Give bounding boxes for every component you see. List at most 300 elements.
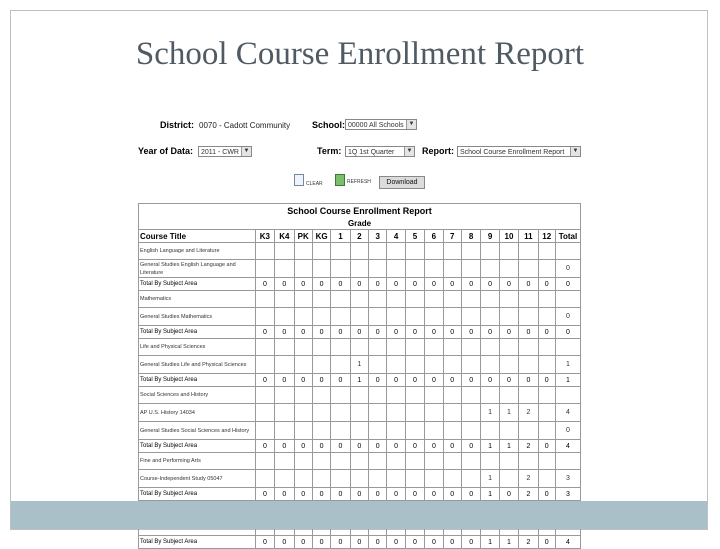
enrollment-cell: 0 — [387, 536, 405, 549]
enrollment-cell — [443, 243, 461, 260]
enrollment-cell — [481, 453, 499, 470]
subtotal-row — [139, 326, 581, 339]
column-header-pk: PK — [294, 230, 312, 243]
enrollment-cell — [294, 422, 312, 440]
enrollment-cell: 0 — [255, 374, 274, 387]
column-header-9: 9 — [481, 230, 499, 243]
enrollment-cell: 0 — [275, 488, 294, 501]
enrollment-cell — [369, 308, 387, 326]
course-title-cell: Total By Subject Area — [139, 536, 256, 549]
enrollment-cell — [331, 404, 350, 422]
enrollment-cell — [350, 470, 368, 488]
enrollment-cell: 0 — [499, 374, 518, 387]
enrollment-cell: 3 — [555, 488, 580, 501]
enrollment-cell: 0 — [255, 536, 274, 549]
enrollment-cell — [461, 356, 480, 374]
enrollment-cell: 0 — [255, 326, 274, 339]
column-header-5: 5 — [405, 230, 424, 243]
course-title-cell: AP U.S. History 14034 — [139, 404, 256, 422]
enrollment-cell: 4 — [555, 404, 580, 422]
column-header-k4: K4 — [275, 230, 294, 243]
enrollment-cell: 0 — [331, 326, 350, 339]
table-row — [139, 470, 581, 488]
enrollment-cell: 0 — [294, 440, 312, 453]
enrollment-cell: 0 — [481, 278, 499, 291]
enrollment-cell: 0 — [555, 422, 580, 440]
column-header-total: Total — [555, 230, 580, 243]
enrollment-cell — [275, 422, 294, 440]
enrollment-cell — [538, 404, 555, 422]
column-header-11: 11 — [519, 230, 538, 243]
school-select[interactable] — [345, 119, 417, 130]
enrollment-cell — [255, 453, 274, 470]
enrollment-cell — [538, 356, 555, 374]
enrollment-cell: 0 — [331, 278, 350, 291]
enrollment-cell — [350, 243, 368, 260]
course-title-cell: English Language and Literature — [139, 243, 256, 260]
column-header-2: 2 — [350, 230, 368, 243]
enrollment-cell — [331, 387, 350, 404]
enrollment-cell: 0 — [443, 278, 461, 291]
enrollment-cell: 0 — [538, 488, 555, 501]
enrollment-cell — [519, 291, 538, 308]
course-title-cell: Mathematics — [139, 291, 256, 308]
refresh-icon[interactable] — [335, 174, 345, 186]
enrollment-cell — [255, 308, 274, 326]
enrollment-cell: 0 — [312, 488, 330, 501]
enrollment-cell — [275, 356, 294, 374]
enrollment-cell: 0 — [331, 488, 350, 501]
term-select-value: 1Q 1st Quarter — [348, 149, 395, 156]
enrollment-cell — [312, 243, 330, 260]
enrollment-cell: 0 — [350, 278, 368, 291]
enrollment-cell — [461, 404, 480, 422]
enrollment-cell — [555, 339, 580, 356]
download-button[interactable]: Download — [379, 176, 425, 189]
column-header-7: 7 — [443, 230, 461, 243]
column-header-k3: K3 — [255, 230, 274, 243]
subject-row — [139, 339, 581, 356]
enrollment-cell — [555, 243, 580, 260]
enrollment-cell — [255, 356, 274, 374]
enrollment-cell: 1 — [350, 374, 368, 387]
subject-row — [139, 291, 581, 308]
enrollment-cell: 0 — [555, 326, 580, 339]
enrollment-cell — [461, 453, 480, 470]
enrollment-cell: 0 — [350, 326, 368, 339]
year-label: Year of Data: — [138, 146, 194, 156]
course-title-cell: Total By Subject Area — [139, 326, 256, 339]
enrollment-cell — [255, 422, 274, 440]
enrollment-cell: 0 — [461, 374, 480, 387]
enrollment-cell — [499, 387, 518, 404]
enrollment-cell — [481, 308, 499, 326]
enrollment-cell — [312, 470, 330, 488]
enrollment-cell — [275, 260, 294, 278]
enrollment-cell: 0 — [461, 536, 480, 549]
enrollment-cell — [481, 291, 499, 308]
header-row — [139, 230, 581, 243]
enrollment-cell — [387, 260, 405, 278]
enrollment-cell: 2 — [519, 470, 538, 488]
enrollment-cell — [255, 260, 274, 278]
enrollment-cell — [275, 291, 294, 308]
enrollment-cell: 1 — [555, 374, 580, 387]
school-select-value: 00000 All Schools — [348, 122, 404, 129]
enrollment-cell — [312, 308, 330, 326]
enrollment-cell: 0 — [425, 374, 443, 387]
enrollment-cell: 0 — [255, 488, 274, 501]
enrollment-cell — [481, 356, 499, 374]
enrollment-cell — [461, 243, 480, 260]
enrollment-cell — [350, 404, 368, 422]
enrollment-cell: 0 — [405, 536, 424, 549]
enrollment-cell: 0 — [387, 374, 405, 387]
enrollment-cell — [425, 291, 443, 308]
enrollment-cell: 1 — [499, 440, 518, 453]
enrollment-cell — [294, 308, 312, 326]
enrollment-cell: 0 — [350, 536, 368, 549]
enrollment-cell — [499, 470, 518, 488]
enrollment-cell — [499, 243, 518, 260]
enrollment-cell — [331, 356, 350, 374]
enrollment-cell — [461, 291, 480, 308]
enrollment-cell — [369, 404, 387, 422]
enrollment-cell: 0 — [538, 440, 555, 453]
enrollment-cell: 0 — [294, 488, 312, 501]
enrollment-cell: 1 — [499, 404, 518, 422]
enrollment-cell — [443, 422, 461, 440]
enrollment-cell — [369, 291, 387, 308]
enrollment-cell: 0 — [461, 278, 480, 291]
enrollment-cell — [387, 422, 405, 440]
enrollment-cell — [387, 453, 405, 470]
course-title-cell: Total By Subject Area — [139, 488, 256, 501]
enrollment-cell — [443, 404, 461, 422]
enrollment-cell — [519, 422, 538, 440]
enrollment-cell: 0 — [555, 260, 580, 278]
enrollment-cell — [312, 291, 330, 308]
enrollment-cell — [387, 339, 405, 356]
enrollment-cell — [331, 243, 350, 260]
enrollment-cell — [405, 470, 424, 488]
term-label: Term: — [317, 146, 342, 156]
enrollment-cell — [538, 308, 555, 326]
enrollment-cell — [461, 422, 480, 440]
enrollment-cell: 1 — [499, 536, 518, 549]
enrollment-cell: 3 — [555, 470, 580, 488]
enrollment-cell — [519, 387, 538, 404]
enrollment-cell: 0 — [387, 488, 405, 501]
enrollment-cell — [425, 422, 443, 440]
enrollment-cell — [425, 387, 443, 404]
enrollment-cell — [461, 339, 480, 356]
report-select-value: School Course Enrollment Report — [460, 149, 565, 156]
course-title-cell: Fine and Performing Arts — [139, 453, 256, 470]
enrollment-cell — [481, 260, 499, 278]
enrollment-cell: 0 — [443, 326, 461, 339]
enrollment-cell — [312, 356, 330, 374]
enrollment-cell — [294, 291, 312, 308]
column-header-10: 10 — [499, 230, 518, 243]
enrollment-cell: 0 — [350, 488, 368, 501]
enrollment-cell — [481, 243, 499, 260]
enrollment-cell: 0 — [275, 278, 294, 291]
course-title-cell: General Studies Mathematics — [139, 308, 256, 326]
enrollment-cell — [461, 387, 480, 404]
enrollment-cell — [369, 470, 387, 488]
enrollment-cell — [350, 291, 368, 308]
enrollment-cell: 0 — [499, 278, 518, 291]
enrollment-cell — [369, 387, 387, 404]
enrollment-cell: 0 — [499, 326, 518, 339]
enrollment-cell: 0 — [519, 326, 538, 339]
column-header-course-title: Course Title — [139, 230, 256, 243]
enrollment-cell — [443, 387, 461, 404]
enrollment-cell — [405, 243, 424, 260]
enrollment-cell — [312, 387, 330, 404]
enrollment-cell: 0 — [405, 278, 424, 291]
enrollment-cell — [538, 422, 555, 440]
slide-title: School Course Enrollment Report — [135, 36, 585, 72]
enrollment-cell — [499, 260, 518, 278]
course-title-cell: Course-Independent Study 05047 — [139, 470, 256, 488]
enrollment-cell — [255, 291, 274, 308]
enrollment-cell: 0 — [331, 374, 350, 387]
enrollment-cell: 1 — [481, 536, 499, 549]
enrollment-cell: 0 — [538, 326, 555, 339]
refresh-label[interactable]: REFRESH — [347, 179, 371, 185]
enrollment-cell — [294, 356, 312, 374]
enrollment-cell: 0 — [312, 536, 330, 549]
enrollment-cell — [331, 453, 350, 470]
enrollment-cell — [425, 404, 443, 422]
subtotal-row — [139, 374, 581, 387]
term-select[interactable] — [345, 146, 415, 157]
enrollment-cell — [275, 453, 294, 470]
enrollment-cell: 0 — [255, 440, 274, 453]
enrollment-cell — [350, 387, 368, 404]
table-row — [139, 404, 581, 422]
enrollment-cell — [275, 339, 294, 356]
enrollment-cell: 4 — [555, 536, 580, 549]
enrollment-cell — [499, 291, 518, 308]
enrollment-cell — [369, 356, 387, 374]
report-title: School Course Enrollment Report — [139, 204, 581, 218]
enrollment-cell — [369, 243, 387, 260]
enrollment-cell — [538, 243, 555, 260]
year-select[interactable] — [198, 146, 252, 157]
school-label: School: — [312, 120, 345, 130]
enrollment-cell — [294, 387, 312, 404]
enrollment-cell: 0 — [425, 440, 443, 453]
enrollment-cell — [555, 387, 580, 404]
enrollment-cell — [425, 356, 443, 374]
enrollment-cell — [369, 339, 387, 356]
enrollment-cell — [350, 260, 368, 278]
enrollment-cell — [294, 339, 312, 356]
enrollment-cell — [425, 260, 443, 278]
enrollment-cell — [294, 243, 312, 260]
enrollment-cell — [312, 404, 330, 422]
chevron-down-icon: ▼ — [404, 147, 414, 156]
enrollment-cell: 0 — [331, 536, 350, 549]
enrollment-cell: 0 — [312, 326, 330, 339]
enrollment-cell: 0 — [275, 374, 294, 387]
chevron-down-icon: ▼ — [570, 147, 580, 156]
year-select-value: 2011 - CWR — [201, 149, 239, 156]
clear-label[interactable]: CLEAR — [306, 181, 323, 187]
enrollment-cell: 0 — [294, 326, 312, 339]
enrollment-cell — [350, 339, 368, 356]
enrollment-cell: 0 — [369, 440, 387, 453]
table-row — [139, 356, 581, 374]
column-header-4: 4 — [387, 230, 405, 243]
enrollment-cell: 0 — [481, 326, 499, 339]
enrollment-cell — [255, 387, 274, 404]
enrollment-cell: 0 — [405, 440, 424, 453]
enrollment-cell — [443, 308, 461, 326]
enrollment-cell — [387, 243, 405, 260]
enrollment-cell: 0 — [331, 440, 350, 453]
course-title-cell: General Studies English Language and Literature — [139, 260, 256, 278]
enrollment-cell — [425, 453, 443, 470]
enrollment-cell — [387, 387, 405, 404]
enrollment-cell — [519, 356, 538, 374]
subtotal-row — [139, 536, 581, 549]
column-header-1: 1 — [331, 230, 350, 243]
report-label: Report: — [422, 146, 454, 156]
enrollment-cell — [405, 404, 424, 422]
report-select[interactable] — [457, 146, 581, 157]
enrollment-cell — [275, 387, 294, 404]
enrollment-cell: 0 — [519, 374, 538, 387]
subtotal-row — [139, 488, 581, 501]
enrollment-cell — [499, 422, 518, 440]
enrollment-cell — [555, 453, 580, 470]
enrollment-cell: 0 — [461, 488, 480, 501]
enrollment-cell — [369, 453, 387, 470]
enrollment-cell — [331, 422, 350, 440]
enrollment-cell: 2 — [519, 404, 538, 422]
enrollment-cell — [425, 243, 443, 260]
district-label: District: — [160, 120, 195, 130]
enrollment-cell — [350, 422, 368, 440]
enrollment-cell — [461, 260, 480, 278]
enrollment-cell: 0 — [275, 326, 294, 339]
enrollment-cell — [405, 260, 424, 278]
enrollment-cell — [538, 470, 555, 488]
column-header-3: 3 — [369, 230, 387, 243]
enrollment-cell — [425, 470, 443, 488]
enrollment-cell: 2 — [519, 536, 538, 549]
enrollment-cell — [312, 339, 330, 356]
enrollment-cell — [519, 260, 538, 278]
enrollment-cell: 0 — [312, 374, 330, 387]
column-header-12: 12 — [538, 230, 555, 243]
enrollment-cell — [350, 453, 368, 470]
enrollment-cell: 0 — [425, 536, 443, 549]
enrollment-cell — [405, 308, 424, 326]
course-title-cell: Total By Subject Area — [139, 440, 256, 453]
enrollment-table — [138, 203, 581, 549]
enrollment-cell: 0 — [369, 374, 387, 387]
enrollment-cell — [499, 339, 518, 356]
table-row — [139, 260, 581, 278]
enrollment-cell: 2 — [519, 440, 538, 453]
enrollment-cell — [405, 291, 424, 308]
table-row — [139, 308, 581, 326]
enrollment-cell: 0 — [481, 374, 499, 387]
clear-icon[interactable] — [294, 174, 304, 186]
enrollment-cell — [519, 453, 538, 470]
enrollment-cell — [387, 470, 405, 488]
enrollment-cell — [369, 422, 387, 440]
enrollment-cell — [294, 260, 312, 278]
enrollment-cell — [443, 260, 461, 278]
enrollment-cell: 2 — [519, 488, 538, 501]
enrollment-cell: 0 — [425, 488, 443, 501]
enrollment-cell: 4 — [555, 440, 580, 453]
enrollment-cell — [387, 356, 405, 374]
enrollment-cell — [519, 243, 538, 260]
enrollment-cell — [499, 308, 518, 326]
enrollment-cell — [461, 308, 480, 326]
chevron-down-icon: ▼ — [406, 120, 416, 129]
enrollment-cell: 0 — [369, 536, 387, 549]
enrollment-cell — [405, 339, 424, 356]
enrollment-cell: 0 — [555, 308, 580, 326]
enrollment-cell — [443, 453, 461, 470]
enrollment-cell — [312, 260, 330, 278]
enrollment-cell — [312, 422, 330, 440]
enrollment-cell — [481, 422, 499, 440]
enrollment-cell: 0 — [425, 278, 443, 291]
enrollment-cell — [255, 339, 274, 356]
course-title-cell: Total By Subject Area — [139, 374, 256, 387]
enrollment-cell: 0 — [443, 374, 461, 387]
enrollment-cell: 0 — [538, 374, 555, 387]
enrollment-cell: 1 — [481, 440, 499, 453]
column-header-6: 6 — [425, 230, 443, 243]
enrollment-cell — [443, 356, 461, 374]
enrollment-cell — [443, 339, 461, 356]
enrollment-cell — [275, 470, 294, 488]
enrollment-cell — [538, 453, 555, 470]
enrollment-cell: 0 — [369, 278, 387, 291]
enrollment-cell — [255, 470, 274, 488]
enrollment-cell — [294, 453, 312, 470]
enrollment-cell: 1 — [481, 404, 499, 422]
enrollment-cell: 0 — [387, 278, 405, 291]
enrollment-cell — [405, 356, 424, 374]
enrollment-cell — [387, 291, 405, 308]
enrollment-cell — [538, 291, 555, 308]
course-title-cell: Total By Subject Area — [139, 278, 256, 291]
enrollment-cell: 0 — [538, 278, 555, 291]
enrollment-cell: 0 — [519, 278, 538, 291]
enrollment-cell — [405, 453, 424, 470]
enrollment-cell: 0 — [538, 536, 555, 549]
enrollment-cell: 0 — [294, 278, 312, 291]
enrollment-cell — [275, 243, 294, 260]
enrollment-cell — [405, 422, 424, 440]
enrollment-cell — [555, 291, 580, 308]
enrollment-cell: 0 — [425, 326, 443, 339]
enrollment-cell — [387, 404, 405, 422]
enrollment-cell — [481, 387, 499, 404]
enrollment-cell: 0 — [275, 536, 294, 549]
